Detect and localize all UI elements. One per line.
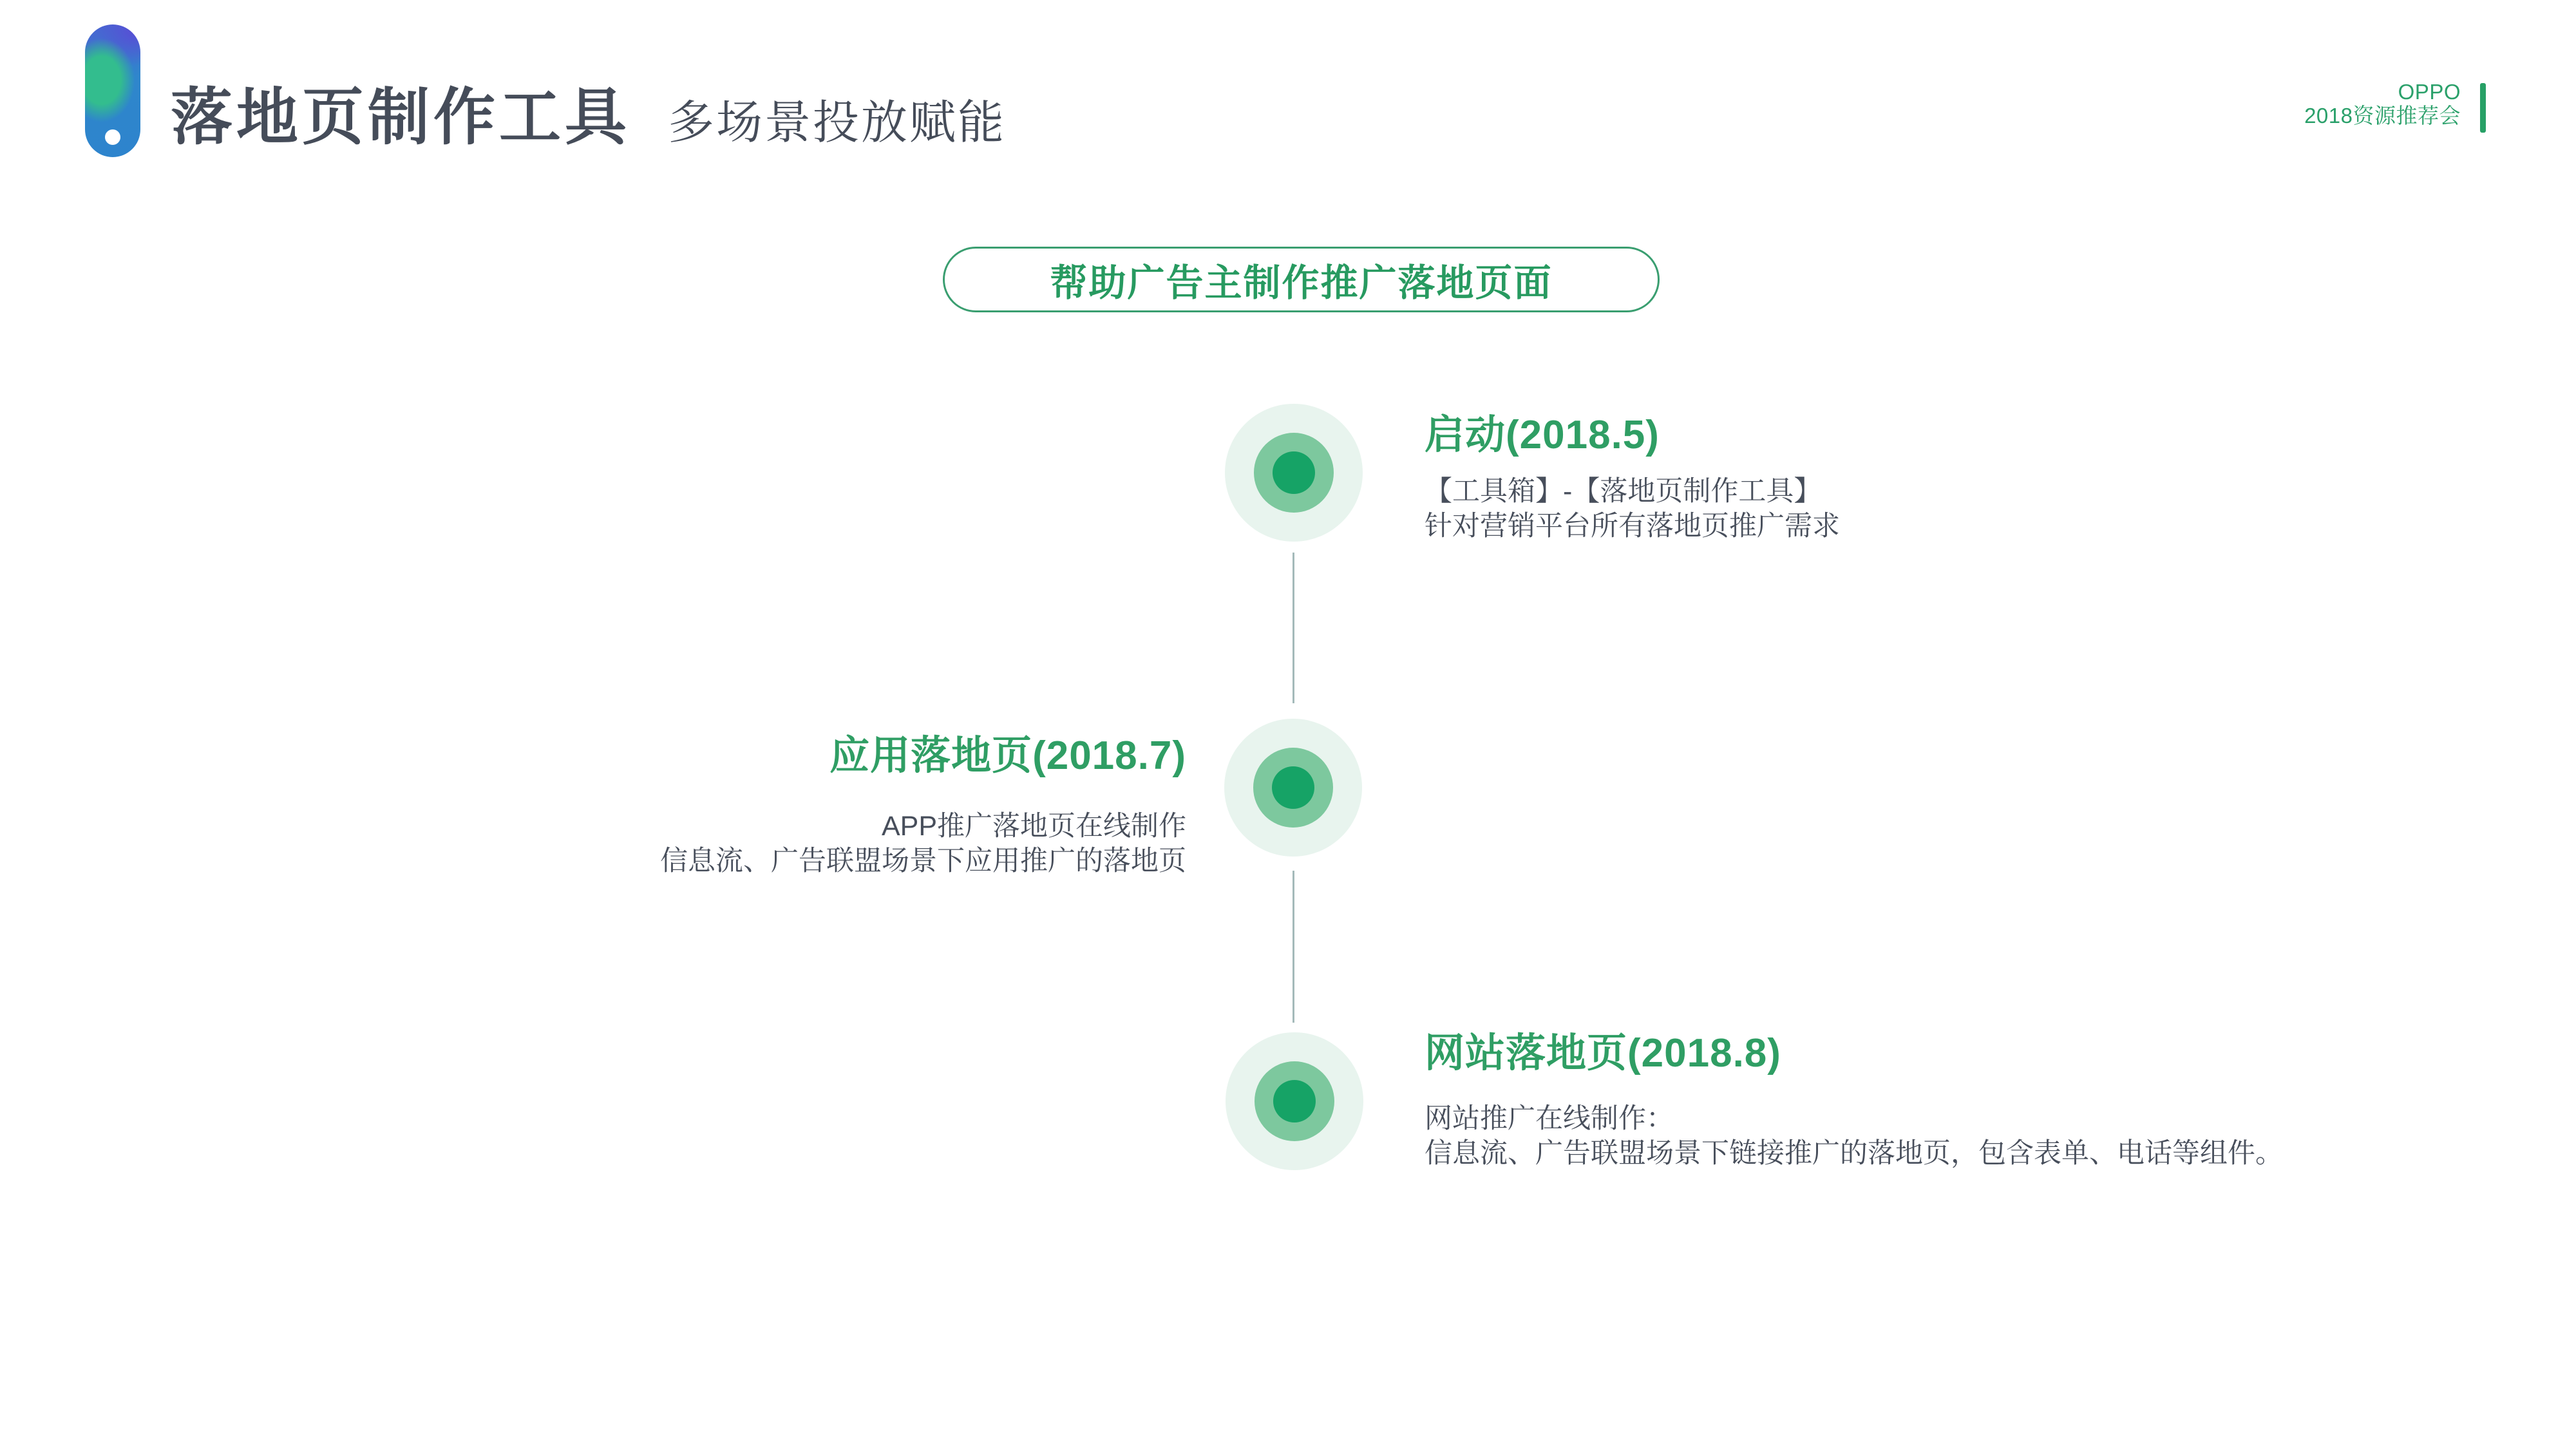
timeline-node-3 [1425,1030,2283,1171]
timeline-node-3-line-1: 网站推广在线制作： [1425,1103,1674,1134]
timeline-node-3-description [1425,1101,2283,1171]
timeline-connector-1 [1293,553,1294,703]
timeline-node-2-line-2: 信息流、广告联盟场景下应用推广的落地页 [660,846,1186,876]
logo-dot [105,129,120,145]
timeline-node-1-circle-core [1273,451,1315,494]
banner [943,247,1660,312]
timeline-node-2-circle [1224,719,1362,857]
gradient-pill-logo-icon [85,24,140,157]
timeline-node-3-title: 网站落地页(2018.8) [1425,1031,1781,1075]
timeline-node-1-circle [1225,404,1363,542]
page-title: 落地页制作工具 [171,83,630,152]
brand-event: 2018资源推荐会 [2304,104,2461,128]
timeline-node-2-circle-core [1272,766,1314,809]
timeline-node-1-line-2: 针对营销平台所有落地页推广需求 [1425,511,1840,542]
header [171,82,1006,153]
timeline-node-1-line-1: 【工具箱】-【落地页制作工具】 [1425,476,1822,507]
timeline-node-1-description [1425,474,1840,544]
timeline-node-2-title: 应用落地页(2018.7) [829,734,1186,778]
timeline-node-1 [1425,412,1840,544]
timeline-node-3-circle-mid [1255,1061,1334,1141]
timeline-connector-2 [1293,871,1294,1023]
timeline-node-2-circle-mid [1253,748,1333,828]
timeline-node-2-description [660,809,1186,878]
timeline-node-3-circle-core [1273,1080,1316,1122]
banner-text: 帮助广告主制作推广落地页面 [1050,262,1553,304]
timeline-node-2-line-1: APP推广落地页在线制作 [881,811,1186,842]
brand-divider-bar [2480,83,2486,133]
brand-block [2304,80,2461,128]
timeline-node-3-circle [1226,1032,1363,1170]
brand-name: OPPO [2398,80,2461,104]
timeline-node-3-line-2: 信息流、广告联盟场景下链接推广的落地页，包含表单、电话等组件。 [1425,1138,2283,1169]
timeline-node-1-title: 启动(2018.5) [1425,413,1660,457]
page-subtitle: 多场景投放赋能 [668,97,1007,149]
timeline-node-1-circle-mid [1254,433,1334,513]
timeline-node-2 [660,733,1186,878]
